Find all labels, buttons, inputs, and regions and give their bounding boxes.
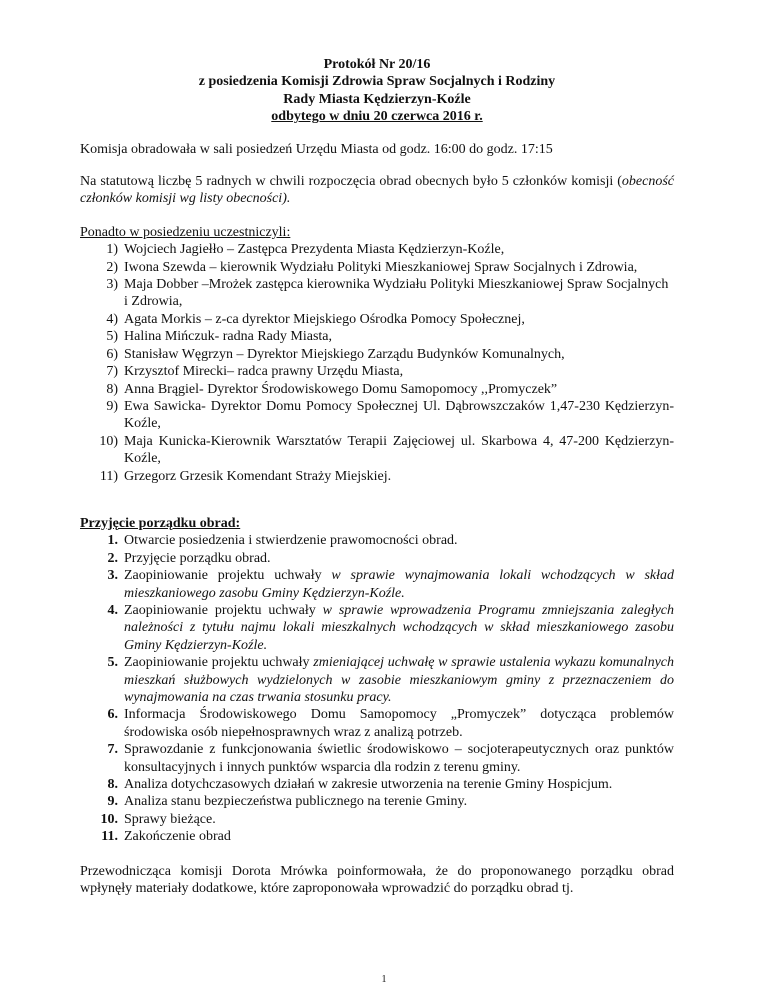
participant-item: 11) Grzegorz Grzesik Komendant Straży Miejskiej. [99, 468, 392, 484]
closing-paragraph: Przewodnicząca komisji Dorota Mrówka poinformowała, że do proponowanego porządku obrad wpłynęły materiały dodatkowe, które zaproponowała wprowadzić do porządku obrad tj. [80, 863, 674, 897]
participant-item: 1) Wojciech Jagiełło – Zastępca Prezydenta Miasta Kędzierzyn-Koźle, [106, 242, 505, 258]
title-line-2: z posiedzenia Komisji Zdrowia Spraw Socjalnych i Rodziny [198, 74, 556, 90]
agenda-item: 8. Analiza dotychczasowych działań w zakresie utworzenia na terenie Gminy Hospicjum. [107, 777, 613, 793]
quorum-note: obecność członków komisji wg listy obecności). [80, 174, 674, 207]
participant-item: 2) Iwona Szewda – kierownik Wydziału Polityki Mieszkaniowej Spraw Socjalnych i Zdrowia, [106, 259, 638, 275]
title-line-3: Rady Miasta Kędzierzyn-Koźle [283, 91, 471, 107]
agenda-heading: Przyjęcie porządku obrad: [80, 515, 241, 531]
title-line-4: odbytego w dniu 20 czerwca 2016 r. [271, 109, 483, 125]
participant-item: 7) Krzysztof Mirecki– radca prawny Urzędu Miasta, [106, 364, 404, 380]
agenda-item: 1. Otwarcie posiedzenia i stwierdzenie prawomocności obrad. [107, 533, 458, 549]
venue-paragraph: Komisja obradowała w sali posiedzeń Urzędu Miasta od godz. 16:00 do godz. 17:15 [80, 141, 553, 157]
agenda-item: 11. Zakończenie obrad [101, 829, 231, 845]
agenda-item: 2. Przyjęcie porządku obrad. [107, 550, 271, 566]
participant-item: 4) Agata Morkis – z-ca dyrektor Miejskiego Ośrodka Pomocy Społecznej, [106, 311, 525, 327]
agenda-item: 6. Informacja Środowiskowego Domu Samopomocy „Promyczek” dotycząca problemów środowiska osób niepełnosprawnych wraz z analizą potrzeb. [107, 707, 674, 740]
page-number: 1 [381, 974, 387, 985]
participant-item: 10) Maja Kunicka-Kierownik Warsztatów Terapii Zajęciowej ul. Skarbowa 4, 47-200 Kędzierzyn-Koźle, [99, 433, 674, 467]
title-line-1: Protokół Nr 20/16 [323, 57, 431, 72]
participant-item: 8) Anna Brągiel- Dyrektor Środowiskowego Domu Samopomocy ,,Promyczek” [106, 381, 558, 397]
participant-item: 3) Maja Dobber –Mrożek zastępca kierownika Wydziału Polityki Mieszkaniowej Spraw Socjalnych i Zdrowia, [106, 277, 669, 310]
participants-list [80, 241, 674, 485]
participant-item: 5) Halina Mińczuk- radna Rady Miasta, [106, 329, 332, 345]
protocol-title [80, 56, 674, 126]
agenda-list [80, 532, 674, 845]
agenda-item: 3. Zaopiniowanie projektu uchwały w sprawie wynajmowania lokali wchodzących w skład mieszkaniowego zasobu Gminy Kędzierzyn-Koźle. [107, 568, 674, 601]
agenda-item: 4. Zaopiniowanie projektu uchwały w sprawie wprowadzenia Programu zmniejszania zaległych należności z tytułu najmu lokali mieszkalnych wchodzących w skład mieszkaniowego zasobu Gminy Kędzierzyn-Koźle. [107, 602, 675, 653]
participants-heading: Ponadto w posiedzeniu uczestniczyli: [80, 224, 291, 240]
agenda-item: 5. Zaopiniowanie projektu uchwały zmieniającej uchwałę w sprawie ustalenia wykazu komunalnych mieszkań służbowych wydzielonych w zasobie mieszkaniowym gminy z przeznaczeniem do wynajmowania na czas trwania stosunku pracy. [107, 655, 674, 705]
participant-item: 9) Ewa Sawicka- Dyrektor Domu Pomocy Społecznej Ul. Dąbrowszczaków 1,47-230 Kędzierzyn-Koźle, [106, 398, 674, 432]
agenda-item: 9. Analiza stanu bezpieczeństwa publicznego na terenie Gminy. [107, 794, 468, 810]
document-content [80, 56, 674, 897]
agenda-item: 7. Sprawozdanie z funkcjonowania świetlic środowiskowo – socjoterapeutycznych oraz punktów konsultacyjnych i innych punktów wsparcia dla rodzin z terenu gminy. [107, 742, 674, 775]
quorum-text: Na statutową liczbę 5 radnych w chwili rozpoczęcia obrad obecnych było 5 członków komisji ( [80, 174, 622, 190]
participant-item: 6) Stanisław Węgrzyn – Dyrektor Miejskiego Zarządu Budynków Komunalnych, [106, 346, 565, 362]
agenda-item: 10. Sprawy bieżące. [100, 811, 216, 827]
quorum-paragraph [80, 173, 674, 208]
